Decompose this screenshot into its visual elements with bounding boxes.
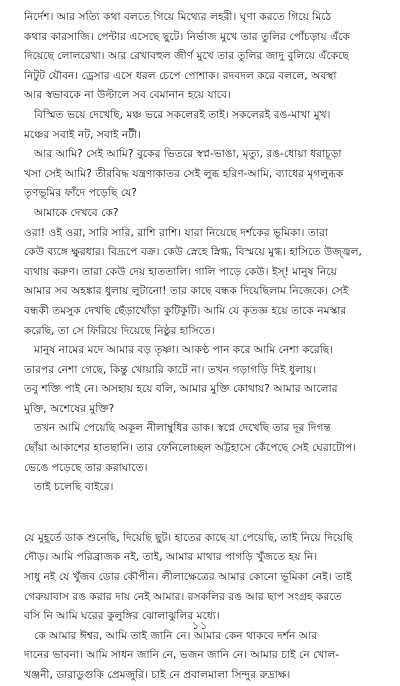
- text-line: তৃণভূমির ফাঁদে পড়েছি যে?: [24, 187, 137, 200]
- text-line: করেছি, তা সে ফিরিয়ে দিয়েছে নিষ্ঠুর হাসিতে।: [24, 324, 215, 337]
- paragraph: [24, 204, 390, 224]
- text-line: মানুষ নামের মদে আমার বড় তৃষ্ণা। আকণ্ঠ পান করে আমি নেশা করেছি।: [34, 344, 334, 357]
- page-number: ১১: [191, 619, 209, 632]
- text-line: খসা সেই আমি? তীরবিদ্ধ যন্ত্রণাকাতর সেই লুব্ধ হরিণ-আমি, ব্যাধের মৃগলুব্ধক: [24, 167, 344, 180]
- text-line: যে মুহূর্তে ডাক শুনেছি, দিয়েছি ছুট। হাতের কাছে যা পেয়েছি, তাই নিয়ে দিয়েছি: [24, 531, 353, 544]
- text-line: কেউ ব্যঙ্গে ক্ষুরধার। বিদ্রূপে বক্র। কেউ স্নেহে স্নিগ্ধ, বিস্ময়ে মুগ্ধ। হাসিতে উজ্জ্বল,: [24, 246, 362, 259]
- text-line: তবু শক্তি পাই নে। অসহায় হয়ে বলি, আমার মুক্তি কোথায়? আমার আলোর: [24, 383, 338, 396]
- text-line: দৌড়। আমি পরিব্রাজক নই, তাই, আমার মাথার পাগড়ি খুঁজতে হয় নি।: [24, 551, 318, 564]
- text-line: আমাকে দেখবে কে?: [34, 206, 119, 219]
- text-line: খঞ্জনী, ডারাডুগুকি প্রেমজুরি। চাই নে প্রবালমালা সিন্দুর রুদ্রাক্ষ।: [24, 669, 291, 681]
- section-gap: [24, 498, 390, 529]
- text-line: ভেঙে পড়েছে তার করাঘাতে।: [24, 461, 148, 474]
- paragraph: [24, 529, 390, 627]
- text-line: আমার সব অহঙ্কার ধুলায় লুটানো! তার কাছে বন্ধক দিয়েছিলাম নিজেকে। সেই: [24, 285, 349, 298]
- paragraph: [24, 224, 390, 342]
- text-line: আর স্বভাবকে না উল্টালে সব বেমানান হয়ে যাবে।: [24, 89, 231, 102]
- text-line: বন্ধকী তমসুক দেখছি ছেঁড়াখোঁড়া কুটিকুটি। আমি যে কৃতজ্ঞ হয়ে তাকে নমস্কার: [24, 304, 347, 317]
- text-line: ব্যথায় করুণ। তারা কেউ দেয় হাততালি। গালি পাড়ে কেউ। ইস্! মানুষ নিয়ে: [24, 265, 337, 278]
- paragraph: [24, 478, 390, 498]
- text-line: তাই চলেছি বাইরে।: [34, 481, 114, 494]
- text-line: গেরুয়াবাস রঙ করার দায় নেই আমার। রসকলির রঙ আর ছাপ সংগ্রহ করতে: [24, 590, 342, 603]
- paragraph: [24, 145, 390, 204]
- text-line: দিয়েছে লোলরেখা। আর রেখাবহুল জীর্ণ মুখে তার তুলির জাদু বুলিয়ে এঁকেছে: [24, 50, 349, 63]
- text-line: বসি নি আমি ঘরের কুলুঙ্গির ঝোলাঝুলির মধ্যে।: [24, 610, 220, 623]
- paragraph: [24, 8, 390, 106]
- text-line: সাধু নই যে খুঁজব ডোর কৌপীন। লীলাক্ষেত্রের আমার কোনো ভূমিকা নেই। তাই: [24, 571, 352, 584]
- paragraph: [24, 341, 390, 419]
- text-line: ওরা! ওই ওরা, সারি সারি, রাশি রাশি। যারা নিয়েছে দর্শকের ভূমিকা। তারা: [24, 226, 328, 239]
- text-line: ছোঁয়া আকাশের হাতছানি। তার ফেনিলোচ্ছল অট্টহাসে কেঁপেছে সেই ঘেরাটোপ।: [24, 442, 357, 455]
- text-line: তারপর নেশা গেছে, কিন্তু খোয়ারি কাটে না। তখন গড়াগড়ি দিই ধুলায়।: [24, 363, 317, 376]
- text-line: মঞ্চের সবাই নট, সবাই নটী।: [24, 128, 141, 141]
- text-line: আর আমি? সেই আমি? বুকের ভিতরে স্বপ্ন-ভাঙা, মৃত্যু, রঙ-ধোয়া ধরাচূড়া: [34, 148, 342, 161]
- text-line: দানের ভাবনা। আমি সাধন জানি নে, ভজন জানি নে। আমার চাই নে খোল-: [24, 649, 340, 662]
- paragraph: [24, 106, 390, 145]
- text-line: তখন আমি পেয়েছি অকূল নীলাম্বুধির ডাক। স্বপ্নে দেখেছি তার দূর দিগন্ত: [34, 422, 331, 435]
- text-line: নির্দেশ। আর সত্যি কথা বলতে গিয়ে মিথ্যের লহরী। ঘৃণা করতে গিয়ে মিঠে: [24, 11, 332, 23]
- text-line: কথার কারসাজি। পেন্টার এসেছে ছুটে। নির্ভাজ মুখে তার তুলির পোঁচড়ায় এঁকে: [24, 30, 350, 43]
- text-line: নিটুট যৌবন। ড্রেসার এসে ধরল চেপে পোশাক। রদবদল করে বললে, অবস্থা: [24, 69, 337, 82]
- paragraph: [24, 419, 390, 478]
- text-line: মুক্তি, অশেষের মুক্তি?: [24, 402, 115, 415]
- body-text: [24, 8, 390, 686]
- text-line: কে আমার ঈশ্বর, আমি তাই জানি নে। আমার কেন থাকবে দর্শন আর: [34, 629, 318, 642]
- text-line: বিস্মিত ভয়ে দেখেছি, মঞ্চ ভরে সকলেরই তাই। সকলেরই রঙ-মাখা মুখ।: [34, 108, 331, 121]
